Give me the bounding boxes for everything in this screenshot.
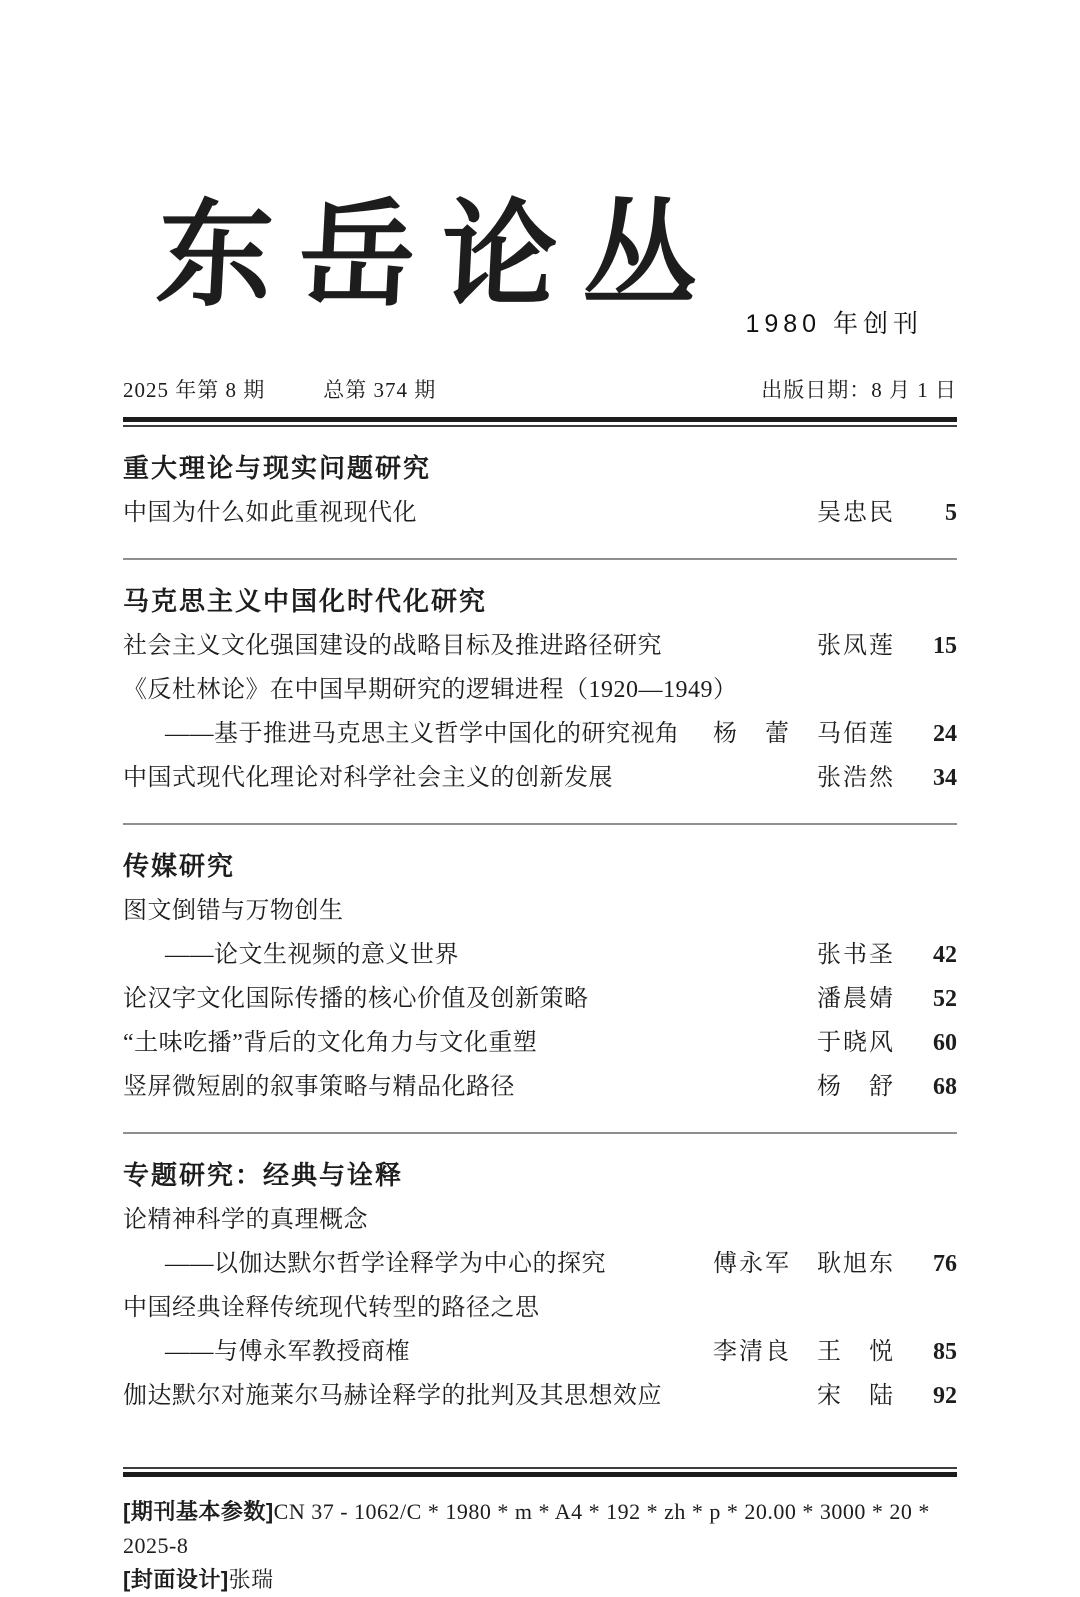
article-page: 24 (933, 720, 957, 747)
design-label: [封面设计] (123, 1566, 229, 1592)
publish-date: 出版日期：8 月 1 日 (761, 378, 957, 402)
article-page: 92 (933, 1382, 957, 1409)
article-authors: 吴忠民 (817, 499, 895, 526)
article-page: 60 (933, 1029, 957, 1056)
issue-info-row (123, 374, 957, 404)
section-heading: 重大理论与现实问题研究 (123, 453, 432, 483)
article-title: “土味吃播”背后的文化角力与文化重塑 (123, 1029, 538, 1056)
cumulative-issue-number: 总第 374 期 (323, 378, 437, 402)
article-page: 68 (933, 1073, 957, 1100)
article-row-subtitle (123, 940, 957, 970)
article-row (123, 1293, 957, 1323)
section-major-theory (123, 427, 957, 558)
design-value: 张瑞 (228, 1566, 274, 1592)
article-page: 5 (945, 499, 957, 526)
founded-note: 1980 年创刊 (745, 310, 923, 338)
article-row (123, 1028, 957, 1058)
article-row (123, 1381, 957, 1411)
article-row (123, 984, 957, 1014)
article-row (123, 498, 957, 528)
article-title: 社会主义文化强国建设的战略目标及推进路径研究 (123, 632, 662, 659)
article-title: 《反杜林论》在中国早期研究的逻辑进程（1920—1949） (123, 676, 738, 703)
article-page: 34 (933, 764, 957, 791)
journal-title-calligraphy: 东岳论丛 (153, 187, 729, 323)
params-label: [期刊基本参数] (123, 1498, 274, 1524)
article-row (123, 631, 957, 661)
article-title: 论精神科学的真理概念 (123, 1206, 368, 1233)
double-rule-top (123, 417, 957, 427)
article-page: 76 (933, 1250, 957, 1277)
article-title: 伽达默尔对施莱尔马赫诠释学的批判及其思想效应 (123, 1382, 662, 1409)
article-authors: 杨 蕾 马佰莲 (713, 720, 895, 747)
article-title: 图文倒错与万物创生 (123, 897, 344, 924)
article-authors: 潘晨婧 (817, 985, 895, 1012)
issue-number: 2025 年第 8 期 (123, 378, 266, 402)
article-subtitle: ——与傅永军教授商榷 (165, 1338, 410, 1365)
article-subtitle: ——以伽达默尔哲学诠释学为中心的探究 (165, 1250, 606, 1277)
article-title: 中国经典诠释传统现代转型的路径之思 (123, 1294, 540, 1321)
masthead (123, 187, 957, 344)
article-row (123, 675, 957, 705)
journal-basic-parameters (123, 1495, 957, 1563)
section-heading: 专题研究：经典与诠释 (123, 1159, 404, 1190)
article-row-subtitle (123, 1249, 957, 1279)
article-authors: 张浩然 (817, 764, 895, 791)
section-heading: 传媒研究 (123, 850, 236, 881)
article-subtitle: ——论文生视频的意义世界 (165, 941, 459, 968)
article-authors: 于晓风 (817, 1029, 895, 1056)
double-rule-bottom (123, 1467, 957, 1477)
article-authors: 杨 舒 (817, 1073, 895, 1100)
cover-design-credit (123, 1563, 957, 1597)
article-page: 85 (933, 1338, 957, 1365)
article-title: 论汉字文化国际传播的核心价值及创新策略 (123, 985, 589, 1012)
section-heading: 马克思主义中国化时代化研究 (123, 585, 488, 616)
article-row (123, 1072, 957, 1102)
article-title: 中国式现代化理论对科学社会主义的创新发展 (123, 764, 613, 791)
article-page: 15 (933, 632, 957, 659)
section-marxism-sinicization (123, 560, 957, 823)
article-row (123, 1205, 957, 1235)
article-title: 竖屏微短剧的叙事策略与精品化路径 (123, 1073, 515, 1100)
article-row (123, 763, 957, 793)
article-page: 42 (933, 941, 957, 968)
section-media-studies (123, 825, 957, 1132)
params-value: CN 37 - 1062/C * 1980 * m * A4 * 192 * zh * p * 20.00 * 3000 * 20 * 2025-8 (123, 1498, 930, 1558)
article-row-subtitle (123, 1337, 957, 1367)
article-authors: 宋 陆 (817, 1382, 895, 1409)
article-authors: 李清良 王 悦 (713, 1338, 895, 1365)
article-authors: 张凤莲 (817, 632, 895, 659)
article-row-subtitle (123, 719, 957, 749)
article-title: 中国为什么如此重视现代化 (123, 499, 417, 526)
article-authors: 傅永军 耿旭东 (713, 1250, 895, 1277)
article-subtitle: ——基于推进马克思主义哲学中国化的研究视角 (165, 720, 680, 747)
footer (123, 1495, 957, 1597)
article-page: 52 (933, 985, 957, 1012)
section-classics-hermeneutics (123, 1134, 957, 1441)
article-row (123, 896, 957, 926)
article-authors: 张书圣 (817, 941, 895, 968)
